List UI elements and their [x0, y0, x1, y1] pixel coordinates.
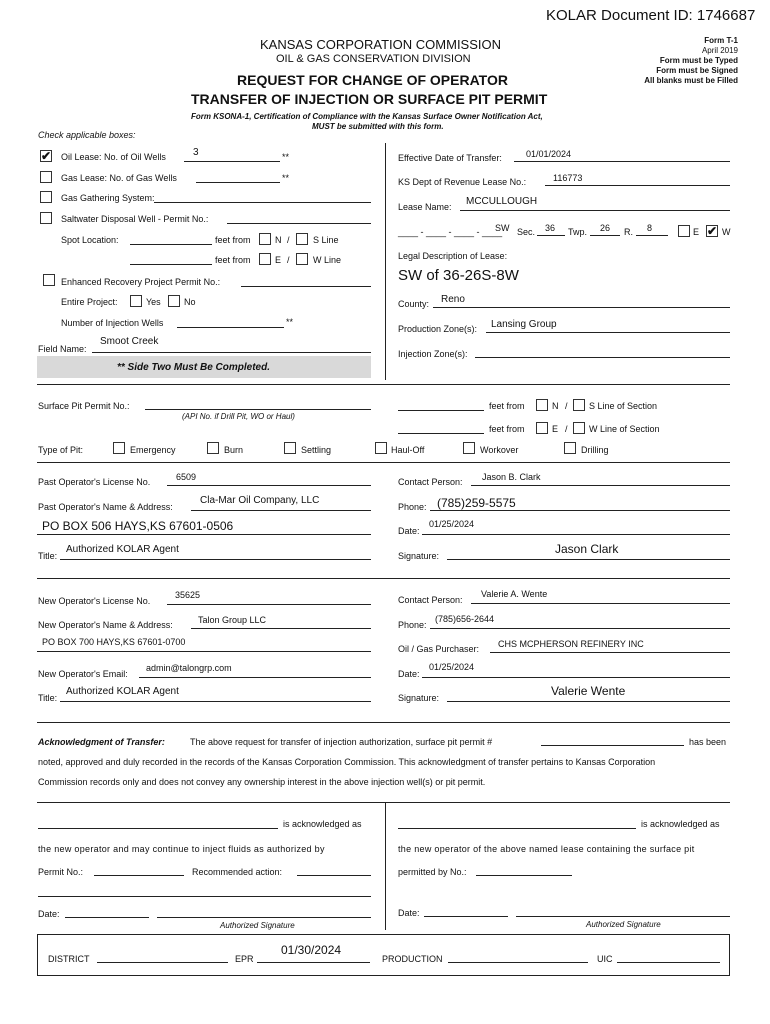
production-label: PRODUCTION	[382, 954, 443, 964]
ack-permit-line	[541, 745, 684, 746]
legal-description-label: Legal Description of Lease:	[398, 251, 508, 261]
past-phone-line	[430, 510, 730, 511]
spot-location-label: Spot Location:	[61, 235, 119, 245]
ack-permit-no-line	[94, 875, 184, 876]
spot-location-line-2	[130, 264, 212, 265]
ack-left-auth-signature: Authorized Signature	[220, 921, 295, 930]
spot-w-label: W Line	[313, 255, 342, 265]
ack-right-date-line	[424, 916, 508, 917]
check-boxes-label: Check applicable boxes:	[38, 130, 136, 140]
gas-wells-asterisks: **	[282, 173, 290, 183]
past-phone-value[interactable]: (785)259-5575	[437, 496, 516, 510]
spot-n-label: N	[275, 235, 282, 245]
production-line	[448, 962, 588, 963]
pit-workover-checkbox[interactable]	[463, 442, 475, 454]
pit-type-emergency: Emergency	[130, 445, 176, 455]
spot-location-line-1	[130, 244, 212, 245]
ack-right-date-label: Date:	[398, 908, 420, 918]
ack-right-is-ack: is acknowledged as	[641, 819, 720, 829]
twp-label: Twp.	[568, 227, 588, 237]
range-e-label: E	[693, 227, 700, 237]
pit-e-label: E	[552, 424, 559, 434]
feet-from-label: feet from	[215, 235, 251, 245]
past-title-line	[60, 559, 371, 560]
district-line	[97, 962, 228, 963]
new-title-value[interactable]: Authorized KOLAR Agent	[66, 686, 179, 697]
field-name-value[interactable]: Smoot Creek	[100, 336, 159, 347]
ack-right-signature-line	[516, 916, 730, 917]
pit-feet-line-1	[398, 410, 484, 411]
ack-text-3: Commission records only and does not convey any ownership interest in the above injection well(s) or pit permit.	[38, 777, 486, 787]
ack-heading: Acknowledgment of Transfer:	[38, 737, 165, 747]
new-email-line	[139, 677, 371, 678]
ks-dept-label: KS Dept of Revenue Lease No.:	[398, 177, 527, 187]
ack-right-text: the new operator of the above named lease containing the surface pit	[398, 844, 695, 854]
pit-emergency-checkbox[interactable]	[113, 442, 125, 454]
injection-zone-label: Injection Zone(s):	[398, 349, 468, 359]
new-contact-value[interactable]: Valerie A. Wente	[481, 589, 548, 599]
requirement-filled: All blanks must be Filled	[644, 76, 738, 85]
county-value[interactable]: Reno	[441, 294, 465, 305]
feet-from-label: feet from	[215, 255, 251, 265]
division-name: OIL & GAS CONSERVATION DIVISION	[276, 53, 471, 65]
pit-s-checkbox[interactable]	[573, 399, 585, 411]
lease-name-value[interactable]: MCCULLOUGH	[466, 196, 538, 207]
past-date-line	[422, 534, 730, 535]
pit-s-label: S Line of Section	[589, 401, 658, 411]
enhanced-recovery-checkbox[interactable]	[43, 274, 55, 286]
new-contact-label: Contact Person:	[398, 595, 463, 605]
new-signature-label: Signature:	[398, 693, 440, 703]
oil-lease-label: Oil Lease: No. of Oil Wells	[61, 152, 166, 162]
legal-description-value[interactable]: SW of 36-26S-8W	[398, 267, 519, 284]
spot-e-checkbox[interactable]	[259, 253, 271, 265]
form-title-1: REQUEST FOR CHANGE OF OPERATOR	[237, 72, 508, 88]
form-note-2: MUST be submitted with this form.	[312, 122, 444, 131]
twp-line	[590, 235, 620, 236]
ack-permitted-by-label: permitted by No.:	[398, 867, 467, 877]
form-title-2: TRANSFER OF INJECTION OR SURFACE PIT PERMIT	[191, 91, 548, 107]
new-name-label: New Operator's Name & Address:	[38, 620, 173, 630]
range-value[interactable]: 8	[647, 223, 653, 233]
gas-wells-line	[196, 182, 280, 183]
new-date-label: Date:	[398, 669, 420, 679]
range-label: R.	[624, 227, 633, 237]
gas-gathering-label: Gas Gathering System:	[61, 193, 155, 203]
gas-lease-label: Gas Lease: No. of Gas Wells	[61, 173, 177, 183]
pit-permit-line	[145, 409, 371, 410]
no-label: No	[184, 297, 196, 307]
new-signature-line	[447, 701, 730, 702]
uic-line	[617, 962, 720, 963]
purchaser-label: Oil / Gas Purchaser:	[398, 644, 480, 654]
production-zone-label: Production Zone(s):	[398, 324, 478, 334]
pit-permit-label: Surface Pit Permit No.:	[38, 401, 130, 411]
twp-value[interactable]: 26	[600, 223, 611, 233]
lease-name-label: Lease Name:	[398, 202, 452, 212]
yes-label: Yes	[146, 297, 161, 307]
past-license-value[interactable]: 6509	[176, 472, 197, 482]
new-name-line	[191, 628, 371, 629]
spot-s-label: S Line	[313, 235, 339, 245]
pit-type-drilling: Drilling	[581, 445, 609, 455]
new-license-label: New Operator's License No.	[38, 596, 151, 606]
location-dashes: ____ - ____ - ____ - ____	[398, 227, 503, 237]
range-w-label: W	[722, 227, 731, 237]
county-label: County:	[398, 299, 430, 309]
past-signature-line	[447, 559, 730, 560]
pit-n-checkbox[interactable]	[536, 399, 548, 411]
past-date-label: Date:	[398, 526, 420, 536]
pit-type-workover: Workover	[480, 445, 519, 455]
pit-type-label: Type of Pit:	[38, 445, 84, 455]
check-mark-icon: ✔	[41, 149, 52, 163]
ack-recommended-line	[297, 875, 371, 876]
field-name-label: Field Name:	[38, 344, 87, 354]
form-id: Form T-1	[704, 36, 738, 45]
pit-feet-line-2	[398, 433, 484, 434]
past-title-value[interactable]: Authorized KOLAR Agent	[66, 544, 179, 555]
column-divider	[385, 143, 386, 380]
slash-divider: /	[565, 401, 568, 411]
purchaser-value[interactable]: CHS MCPHERSON REFINERY INC	[498, 639, 644, 649]
epr-date-value[interactable]: 01/30/2024	[281, 943, 342, 957]
ack-left-text: the new operator and may continue to inject fluids as authorized by	[38, 844, 325, 854]
slash-divider: /	[287, 235, 290, 245]
range-e-checkbox[interactable]	[678, 225, 690, 237]
new-title-label: Title:	[38, 693, 58, 703]
new-signature-value[interactable]: Valerie Wente	[551, 684, 626, 698]
ack-left-blank-line	[38, 896, 371, 897]
effective-date-value[interactable]: 01/01/2024	[526, 149, 572, 159]
past-title-label: Title:	[38, 551, 58, 561]
injection-wells-label: Number of Injection Wells	[61, 318, 164, 328]
sec-label: Sec.	[517, 227, 536, 237]
pit-e-checkbox[interactable]	[536, 422, 548, 434]
pit-type-settling: Settling	[301, 445, 332, 455]
ack-permitted-by-line	[476, 875, 572, 876]
entire-project-label: Entire Project:	[61, 297, 118, 307]
pit-feet-from-1: feet from	[489, 401, 525, 411]
section-divider	[37, 462, 730, 463]
lease-name-line	[460, 210, 730, 211]
ack-text-1: The above request for transfer of injection authorization, surface pit permit #	[190, 737, 493, 747]
sec-value[interactable]: 36	[545, 223, 556, 233]
form-note-1: Form KSONA-1, Certification of Compliance with the Kansas Surface Owner Notification Act,	[191, 112, 543, 121]
new-license-value[interactable]: 35625	[175, 590, 201, 600]
spot-s-checkbox[interactable]	[296, 233, 308, 245]
section-divider	[37, 578, 730, 579]
ks-dept-value[interactable]: 116773	[553, 173, 583, 183]
oil-wells-value[interactable]: 3	[193, 147, 199, 158]
ack-recommended-label: Recommended action:	[192, 867, 283, 877]
pit-feet-from-2: feet from	[489, 424, 525, 434]
requirement-typed: Form must be Typed	[659, 56, 738, 65]
new-email-value[interactable]: admin@talongrp.com	[146, 663, 232, 673]
spot-w-checkbox[interactable]	[296, 253, 308, 265]
pit-type-burn: Burn	[224, 445, 244, 455]
ack-permit-no-label: Permit No.:	[38, 867, 84, 877]
saltwater-checkbox[interactable]	[40, 212, 52, 224]
ack-left-signature-line	[157, 917, 371, 918]
injection-wells-line	[177, 327, 284, 328]
form-date: April 2019	[701, 46, 738, 55]
past-signature-label: Signature:	[398, 551, 440, 561]
new-date-line	[422, 677, 730, 678]
requirement-signed: Form must be Signed	[656, 66, 738, 75]
slash-divider: /	[287, 255, 290, 265]
oil-wells-asterisks: **	[282, 152, 290, 162]
ack-left-is-ack: is acknowledged as	[283, 819, 362, 829]
new-title-line	[60, 701, 371, 702]
saltwater-line	[227, 223, 371, 224]
entire-project-no-checkbox[interactable]	[168, 295, 180, 307]
uic-label: UIC	[597, 954, 613, 964]
new-address-line	[37, 651, 371, 652]
effective-date-label: Effective Date of Transfer:	[398, 153, 502, 163]
saltwater-label: Saltwater Disposal Well - Permit No.:	[61, 214, 209, 224]
ack-left-name-line	[38, 828, 278, 829]
injection-zone-line	[475, 357, 730, 358]
new-phone-label: Phone:	[398, 620, 427, 630]
production-zone-value[interactable]: Lansing Group	[491, 319, 557, 330]
pit-w-checkbox[interactable]	[573, 422, 585, 434]
quarter-value[interactable]: SW	[495, 223, 510, 233]
enhanced-recovery-label: Enhanced Recovery Project Permit No.:	[61, 277, 221, 287]
district-label: DISTRICT	[48, 954, 90, 964]
pit-w-label: W Line of Section	[589, 424, 660, 434]
agency-name: KANSAS CORPORATION COMMISSION	[260, 37, 502, 52]
document-id: KOLAR Document ID: 1746687	[546, 7, 756, 24]
epr-line	[257, 962, 370, 963]
new-email-label: New Operator's Email:	[38, 669, 128, 679]
purchaser-line	[490, 652, 730, 653]
production-zone-line	[486, 332, 730, 333]
gas-gathering-checkbox[interactable]	[40, 191, 52, 203]
gas-gathering-line	[154, 202, 371, 203]
past-contact-line	[471, 485, 730, 486]
effective-date-line	[514, 161, 730, 162]
check-mark-icon: ✔	[707, 224, 718, 238]
past-name-value[interactable]: Cla-Mar Oil Company, LLC	[200, 495, 320, 506]
section-divider	[37, 384, 730, 385]
ack-left-date-label: Date:	[38, 909, 60, 919]
gas-lease-checkbox[interactable]	[40, 171, 52, 183]
pit-n-label: N	[552, 401, 559, 411]
pit-drilling-checkbox[interactable]	[564, 442, 576, 454]
past-date-value[interactable]: 01/25/2024	[429, 519, 475, 529]
new-contact-line	[471, 603, 730, 604]
section-divider	[37, 802, 730, 803]
ack-has-been: has been	[689, 737, 727, 747]
entire-project-yes-checkbox[interactable]	[130, 295, 142, 307]
ack-right-auth-signature: Authorized Signature	[586, 920, 661, 929]
past-contact-value[interactable]: Jason B. Clark	[482, 472, 541, 482]
spot-n-checkbox[interactable]	[259, 233, 271, 245]
range-line	[636, 235, 668, 236]
past-license-label: Past Operator's License No.	[38, 477, 151, 487]
oil-wells-line	[184, 161, 280, 162]
past-name-line	[191, 510, 371, 511]
past-phone-label: Phone:	[398, 502, 427, 512]
ack-column-divider	[385, 802, 386, 930]
epr-label: EPR	[235, 954, 254, 964]
enhanced-recovery-line	[241, 286, 371, 287]
pit-hauloff-checkbox[interactable]	[375, 442, 387, 454]
past-signature-value[interactable]: Jason Clark	[555, 542, 619, 556]
ks-dept-line	[545, 185, 730, 186]
ack-text-2: noted, approved and duly recorded in the records of the Kansas Corporation Commission. This acknowledgment of transfer pertains to Kansas Corporation	[38, 757, 656, 767]
new-phone-value[interactable]: (785)656-2644	[435, 614, 495, 624]
new-address-value[interactable]: PO BOX 700 HAYS,KS 67601-0700	[42, 637, 186, 647]
past-address-value[interactable]: PO BOX 506 HAYS,KS 67601-0506	[42, 519, 234, 533]
ack-left-date-line	[65, 917, 149, 918]
pit-type-hauloff: Haul-Off	[391, 445, 425, 455]
pit-settling-checkbox[interactable]	[284, 442, 296, 454]
past-address-line	[37, 534, 371, 535]
injection-wells-asterisks: **	[286, 317, 294, 327]
field-name-line	[92, 352, 371, 353]
new-name-value[interactable]: Talon Group LLC	[198, 615, 267, 625]
ack-right-name-line	[398, 828, 636, 829]
api-note: (API No. if Drill Pit, WO or Haul)	[182, 412, 295, 421]
side-two-notice: ** Side Two Must Be Completed.	[117, 362, 270, 373]
past-license-line	[167, 485, 371, 486]
new-date-value[interactable]: 01/25/2024	[429, 662, 475, 672]
past-contact-label: Contact Person:	[398, 477, 463, 487]
new-license-line	[167, 604, 371, 605]
sec-line	[537, 235, 565, 236]
county-line	[433, 307, 730, 308]
slash-divider: /	[565, 424, 568, 434]
new-phone-line	[430, 628, 730, 629]
spot-e-label: E	[275, 255, 282, 265]
section-divider	[37, 722, 730, 723]
pit-burn-checkbox[interactable]	[207, 442, 219, 454]
past-name-label: Past Operator's Name & Address:	[38, 502, 173, 512]
